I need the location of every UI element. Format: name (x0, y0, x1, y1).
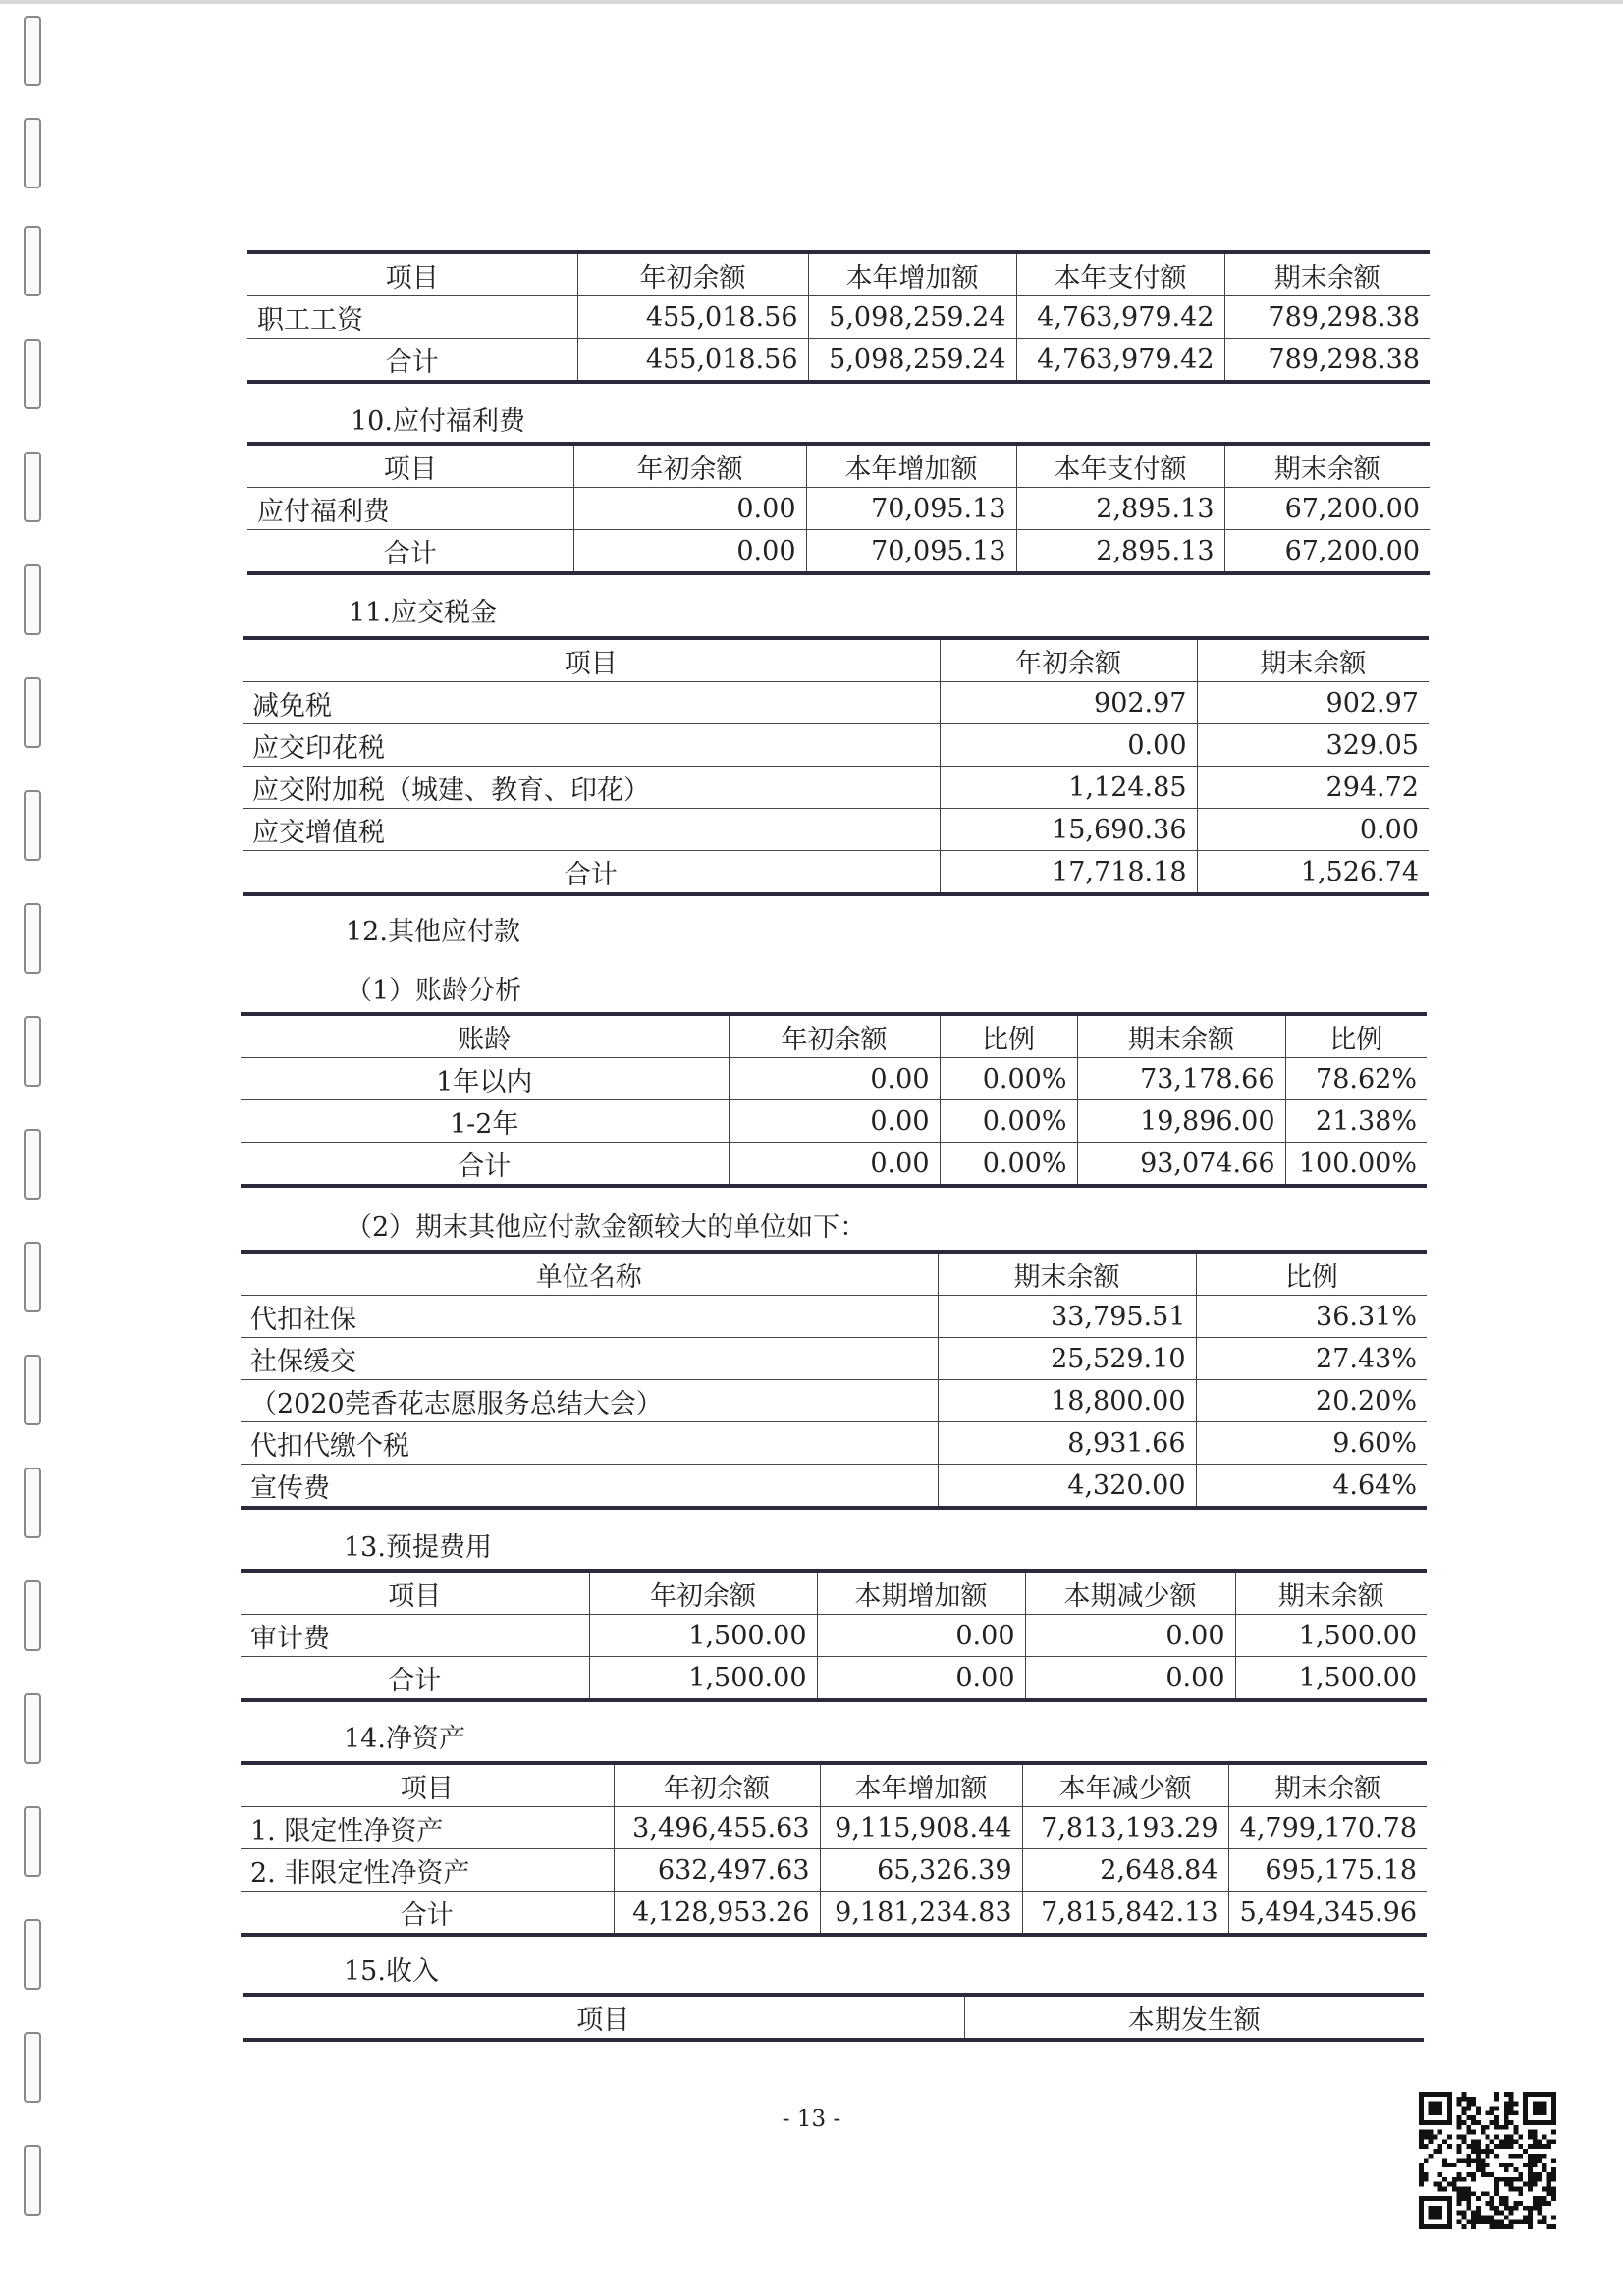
binder-hole (24, 118, 41, 188)
table-row (241, 1296, 1427, 1338)
table-header-row (247, 444, 1430, 488)
value-cell: 0.00 (817, 1615, 1025, 1657)
row-label: 1年以内 (241, 1058, 729, 1100)
value-cell: 0.00 (1025, 1615, 1235, 1657)
value-cell: 0.00 (729, 1143, 940, 1187)
header-cell: 本年增加额 (820, 1763, 1022, 1807)
table-row (243, 724, 1429, 767)
header-cell: 项目 (247, 252, 577, 296)
salary-table (247, 250, 1430, 384)
value-cell: 4,320.00 (938, 1465, 1196, 1509)
binder-hole (24, 1242, 41, 1312)
value-cell: 17,718.18 (940, 851, 1197, 895)
aging-table (241, 1012, 1427, 1188)
value-cell: 1,500.00 (1235, 1657, 1427, 1701)
value-cell: 1,500.00 (1235, 1615, 1427, 1657)
table-row (241, 1100, 1427, 1143)
binder-hole (24, 677, 41, 748)
header-cell: 年初余额 (729, 1014, 940, 1058)
net-assets-table (241, 1761, 1427, 1937)
value-cell: 5,098,259.24 (808, 296, 1016, 339)
row-label: 代扣代缴个税 (241, 1422, 938, 1465)
header-cell: 本年支付额 (1016, 252, 1224, 296)
row-label: 应交附加税（城建、教育、印花） (243, 767, 940, 809)
header-cell: 本期减少额 (1025, 1571, 1235, 1615)
binder-hole (24, 790, 41, 861)
value-cell: 4,799,170.78 (1228, 1807, 1427, 1849)
table-row (241, 1380, 1427, 1422)
value-cell: 4,763,979.42 (1016, 339, 1224, 383)
table-row (247, 488, 1430, 530)
value-cell: 2,895.13 (1016, 530, 1224, 574)
header-cell: 期末余额 (1077, 1014, 1285, 1058)
binder-hole (24, 903, 41, 974)
row-label: 2. 非限定性净资产 (241, 1849, 614, 1892)
table-header-row (243, 638, 1429, 682)
value-cell: 0.00 (573, 530, 806, 574)
table-row (241, 1338, 1427, 1380)
value-cell: 0.00% (940, 1058, 1077, 1100)
binder-hole (24, 452, 41, 522)
taxes-table (243, 636, 1429, 896)
value-cell: 0.00% (940, 1143, 1077, 1187)
row-label: 减免税 (243, 682, 940, 724)
section-title-revenue: 15.收入 (344, 1956, 439, 1987)
table-row (241, 1422, 1427, 1465)
row-label: 合计 (243, 851, 940, 895)
table-header-row (241, 1014, 1427, 1058)
value-cell: 5,098,259.24 (808, 339, 1016, 383)
page-number: - 13 - (782, 2107, 841, 2132)
table-total-row (243, 851, 1429, 895)
row-label: （2020莞香花志愿服务总结大会） (241, 1380, 938, 1422)
binder-hole (24, 2145, 41, 2216)
table-total-row (247, 339, 1430, 383)
value-cell: 4.64% (1196, 1465, 1427, 1509)
row-label: 代扣社保 (241, 1296, 938, 1338)
value-cell: 0.00 (1025, 1657, 1235, 1701)
value-cell: 0.00 (817, 1657, 1025, 1701)
binder-hole (24, 1580, 41, 1651)
header-cell: 年初余额 (577, 252, 808, 296)
row-label: 合计 (241, 1657, 589, 1701)
table-total-row (241, 1143, 1427, 1187)
value-cell: 15,690.36 (940, 809, 1197, 851)
table-header-row (241, 1763, 1427, 1807)
value-cell: 902.97 (1197, 682, 1429, 724)
row-label: 应交印花税 (243, 724, 940, 767)
header-cell: 项目 (247, 444, 573, 488)
subsection-title-major-creditors: （2）期末其他应付款金额较大的单位如下： (346, 1212, 867, 1243)
row-label: 应交增值税 (243, 809, 940, 851)
header-cell: 项目 (241, 1763, 614, 1807)
binder-hole (24, 1919, 41, 1990)
table-row (243, 767, 1429, 809)
value-cell: 20.20% (1196, 1380, 1427, 1422)
qr-code (1419, 2092, 1556, 2229)
table-row (241, 1849, 1427, 1892)
value-cell: 4,128,953.26 (614, 1892, 820, 1936)
row-label: 审计费 (241, 1615, 589, 1657)
table-row (241, 1465, 1427, 1509)
header-cell: 本期发生额 (964, 1995, 1424, 2040)
value-cell: 7,815,842.13 (1022, 1892, 1228, 1936)
value-cell: 9,181,234.83 (820, 1892, 1022, 1936)
header-cell: 单位名称 (241, 1252, 938, 1296)
table-header-row (247, 252, 1430, 296)
value-cell: 9.60% (1196, 1422, 1427, 1465)
value-cell: 695,175.18 (1228, 1849, 1427, 1892)
binder-hole (24, 1355, 41, 1425)
value-cell: 455,018.56 (577, 339, 808, 383)
value-cell: 19,896.00 (1077, 1100, 1285, 1143)
welfare-table (247, 442, 1430, 575)
value-cell: 65,326.39 (820, 1849, 1022, 1892)
table-row (243, 682, 1429, 724)
header-cell: 年初余额 (573, 444, 806, 488)
binder-hole (24, 16, 41, 86)
binder-hole (24, 339, 41, 409)
binder-hole (24, 2032, 41, 2103)
section-title-welfare: 10.应付福利费 (351, 406, 525, 437)
header-cell: 本年增加额 (806, 444, 1016, 488)
header-cell: 年初余额 (589, 1571, 817, 1615)
row-label: 合计 (247, 339, 577, 383)
section-title-other-payables: 12.其他应付款 (346, 917, 520, 947)
binder-hole (24, 226, 41, 296)
value-cell: 329.05 (1197, 724, 1429, 767)
header-cell: 期末余额 (1197, 638, 1429, 682)
value-cell: 21.38% (1285, 1100, 1427, 1143)
header-cell: 期末余额 (1224, 444, 1430, 488)
row-label: 合计 (241, 1143, 729, 1187)
value-cell: 9,115,908.44 (820, 1807, 1022, 1849)
row-label: 1. 限定性净资产 (241, 1807, 614, 1849)
table-row (241, 1807, 1427, 1849)
value-cell: 73,178.66 (1077, 1058, 1285, 1100)
header-cell: 本年支付额 (1016, 444, 1224, 488)
value-cell: 789,298.38 (1224, 339, 1430, 383)
header-cell: 项目 (241, 1571, 589, 1615)
value-cell: 5,494,345.96 (1228, 1892, 1427, 1936)
value-cell: 33,795.51 (938, 1296, 1196, 1338)
header-cell: 本年增加额 (808, 252, 1016, 296)
value-cell: 27.43% (1196, 1338, 1427, 1380)
header-cell: 年初余额 (614, 1763, 820, 1807)
row-label: 合计 (247, 530, 573, 574)
value-cell: 67,200.00 (1224, 488, 1430, 530)
table-header-row (243, 1995, 1424, 2040)
row-label: 职工工资 (247, 296, 577, 339)
value-cell: 2,895.13 (1016, 488, 1224, 530)
table-row (247, 296, 1430, 339)
header-cell: 账龄 (241, 1014, 729, 1058)
row-label: 宣传费 (241, 1465, 938, 1509)
binder-hole (24, 564, 41, 635)
table-header-row (241, 1252, 1427, 1296)
header-cell: 比例 (1285, 1014, 1427, 1058)
value-cell: 0.00 (1197, 809, 1429, 851)
value-cell: 3,496,455.63 (614, 1807, 820, 1849)
header-cell: 比例 (1196, 1252, 1427, 1296)
header-cell: 期末余额 (1235, 1571, 1427, 1615)
value-cell: 1,526.74 (1197, 851, 1429, 895)
table-header-row (241, 1571, 1427, 1615)
header-cell: 期末余额 (938, 1252, 1196, 1296)
revenue-table (243, 1993, 1424, 2042)
value-cell: 0.00 (729, 1058, 940, 1100)
header-cell: 项目 (243, 638, 940, 682)
table-total-row (241, 1657, 1427, 1701)
row-label: 社保缓交 (241, 1338, 938, 1380)
value-cell: 100.00% (1285, 1143, 1427, 1187)
value-cell: 1,124.85 (940, 767, 1197, 809)
row-label: 合计 (241, 1892, 614, 1936)
value-cell: 70,095.13 (806, 488, 1016, 530)
header-cell: 期末余额 (1224, 252, 1430, 296)
binder-hole (24, 1693, 41, 1764)
value-cell: 93,074.66 (1077, 1143, 1285, 1187)
table-row (243, 809, 1429, 851)
row-label: 应付福利费 (247, 488, 573, 530)
binder-hole (24, 1129, 41, 1200)
value-cell: 2,648.84 (1022, 1849, 1228, 1892)
value-cell: 8,931.66 (938, 1422, 1196, 1465)
table-row (241, 1058, 1427, 1100)
value-cell: 294.72 (1197, 767, 1429, 809)
table-row (241, 1615, 1427, 1657)
value-cell: 4,763,979.42 (1016, 296, 1224, 339)
value-cell: 1,500.00 (589, 1657, 817, 1701)
table-total-row (247, 530, 1430, 574)
value-cell: 632,497.63 (614, 1849, 820, 1892)
header-cell: 本年减少额 (1022, 1763, 1228, 1807)
page-top-edge (0, 0, 1623, 4)
value-cell: 1,500.00 (589, 1615, 817, 1657)
section-title-taxes: 11.应交税金 (349, 598, 497, 628)
header-cell: 比例 (940, 1014, 1077, 1058)
binder-hole (24, 1806, 41, 1877)
major-creditors-table (241, 1250, 1427, 1510)
value-cell: 25,529.10 (938, 1338, 1196, 1380)
value-cell: 7,813,193.29 (1022, 1807, 1228, 1849)
table-total-row (241, 1892, 1427, 1936)
value-cell: 18,800.00 (938, 1380, 1196, 1422)
value-cell: 36.31% (1196, 1296, 1427, 1338)
section-title-net-assets: 14.净资产 (344, 1724, 465, 1754)
value-cell: 0.00 (940, 724, 1197, 767)
value-cell: 0.00 (729, 1100, 940, 1143)
value-cell: 0.00 (573, 488, 806, 530)
subsection-title-aging: （1）账龄分析 (346, 976, 522, 1006)
row-label: 1-2年 (241, 1100, 729, 1143)
header-cell: 本期增加额 (817, 1571, 1025, 1615)
binder-hole (24, 1468, 41, 1538)
value-cell: 0.00% (940, 1100, 1077, 1143)
accrued-expenses-table (241, 1569, 1427, 1702)
section-title-accrued-expenses: 13.预提费用 (344, 1532, 492, 1563)
value-cell: 789,298.38 (1224, 296, 1430, 339)
value-cell: 70,095.13 (806, 530, 1016, 574)
value-cell: 455,018.56 (577, 296, 808, 339)
header-cell: 项目 (243, 1995, 964, 2040)
header-cell: 年初余额 (940, 638, 1197, 682)
value-cell: 67,200.00 (1224, 530, 1430, 574)
value-cell: 78.62% (1285, 1058, 1427, 1100)
binder-hole (24, 1016, 41, 1087)
value-cell: 902.97 (940, 682, 1197, 724)
header-cell: 期末余额 (1228, 1763, 1427, 1807)
